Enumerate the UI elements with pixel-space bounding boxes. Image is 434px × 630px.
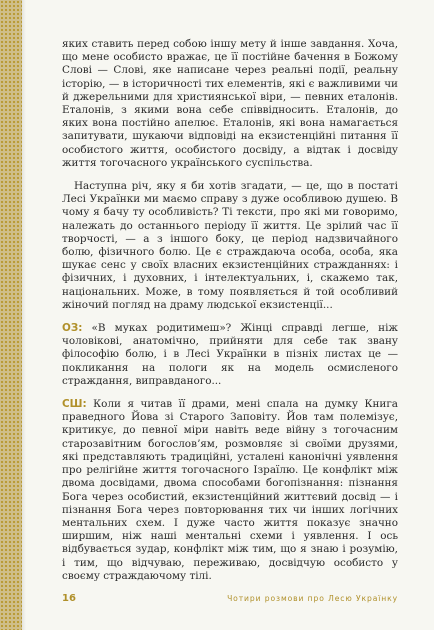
- speaker-label: ОЗ:: [62, 322, 83, 335]
- paragraph-text: яких ставить перед собою іншу мету й інше завдання. Хоча, що мене особисто вражає, це її постійне бачення в Божому Слові — Слові, яке написане через реальні події, реальну історію, — в історичності тих елементів, які є важливими чи й джерельними для християнської віри, — певних еталонів. Еталонів, з якими вона себе співвідносить. Еталонів, до яких вона постійно апелює. Еталонів, які вона намагається запитувати, шукаючи відповіді на екзистенційні питання її особистого життя, особистого досвіду, а відтак і досвіду життя тогочасного українського суспільства.: [62, 38, 398, 169]
- paragraph-text: Наступна річ, яку я би хотів згадати, — це, що в постаті Лесі Українки ми маємо справу з дуже особливою душею. В чому я бачу ту особливість? Ті тексти, про які ми говоримо, належать до останнього періоду її життя. Це зрілий час її творчості, — а з іншого боку, це період надзвичайного болю, фізичного болю. Це є страждаюча особа, особа, яка шукає сенс у своїх власних екзистенційних стражданнях: і фізичних, і духовних, і інтелектуальних, і, скажемо так, національних. Може, в тому появляється й той особливий жіночий погляд на драму людської екзистенції...: [62, 180, 398, 311]
- page-number: 16: [62, 593, 76, 604]
- page-edge-decoration: [0, 0, 22, 630]
- paragraph-3: [62, 322, 398, 388]
- paragraph-2: [62, 180, 398, 312]
- paragraph-4: [62, 398, 398, 583]
- paragraph-text: Коли я читав її драми, мені спала на думку Книга праведного Йова зі Старого Заповіту. Йов там полемізує, критикує, до певної міри навіть веде війну з тогочасним старозавітним богословʼям, розмовляє зі своїми друзями, які представляють традиційні, усталені канонічні уявлення про релігійне життя тогочасного Ізраїлю. Це конфлікт між двома досвідами, двома способами богопізнання: пізнання Бога через особистий, екзистенційний життєвий досвід — і пізнання Бога через повторювання тих чи інших логічних ментальних схем. І дуже часто життя показує значно ширшим, ніж наші ментальні схеми і уявлення. І ось відбувається зудар, конфлікт між тим, що я знаю і розумію, і тим, що відчуваю, переживаю, досвідчую особисто у своєму страждаючому тілі.: [62, 398, 398, 582]
- paragraph-1: [62, 38, 398, 170]
- body-text: [62, 38, 398, 593]
- page-footer: [62, 593, 398, 607]
- speaker-label: СШ:: [62, 398, 87, 411]
- page-edge-shadow: [22, 0, 26, 630]
- paragraph-text: «В муках родитимеш»? Жінці справді легше, ніж чоловікові, анатомічно, прийняти для себе так звану філософію болю, і в Лесі Українки в пізніх листах це — покликання на пологи як на модель осмисленого страждання, виправданого...: [62, 322, 398, 387]
- running-title: Чотири розмови про Лесю Українку: [227, 594, 398, 603]
